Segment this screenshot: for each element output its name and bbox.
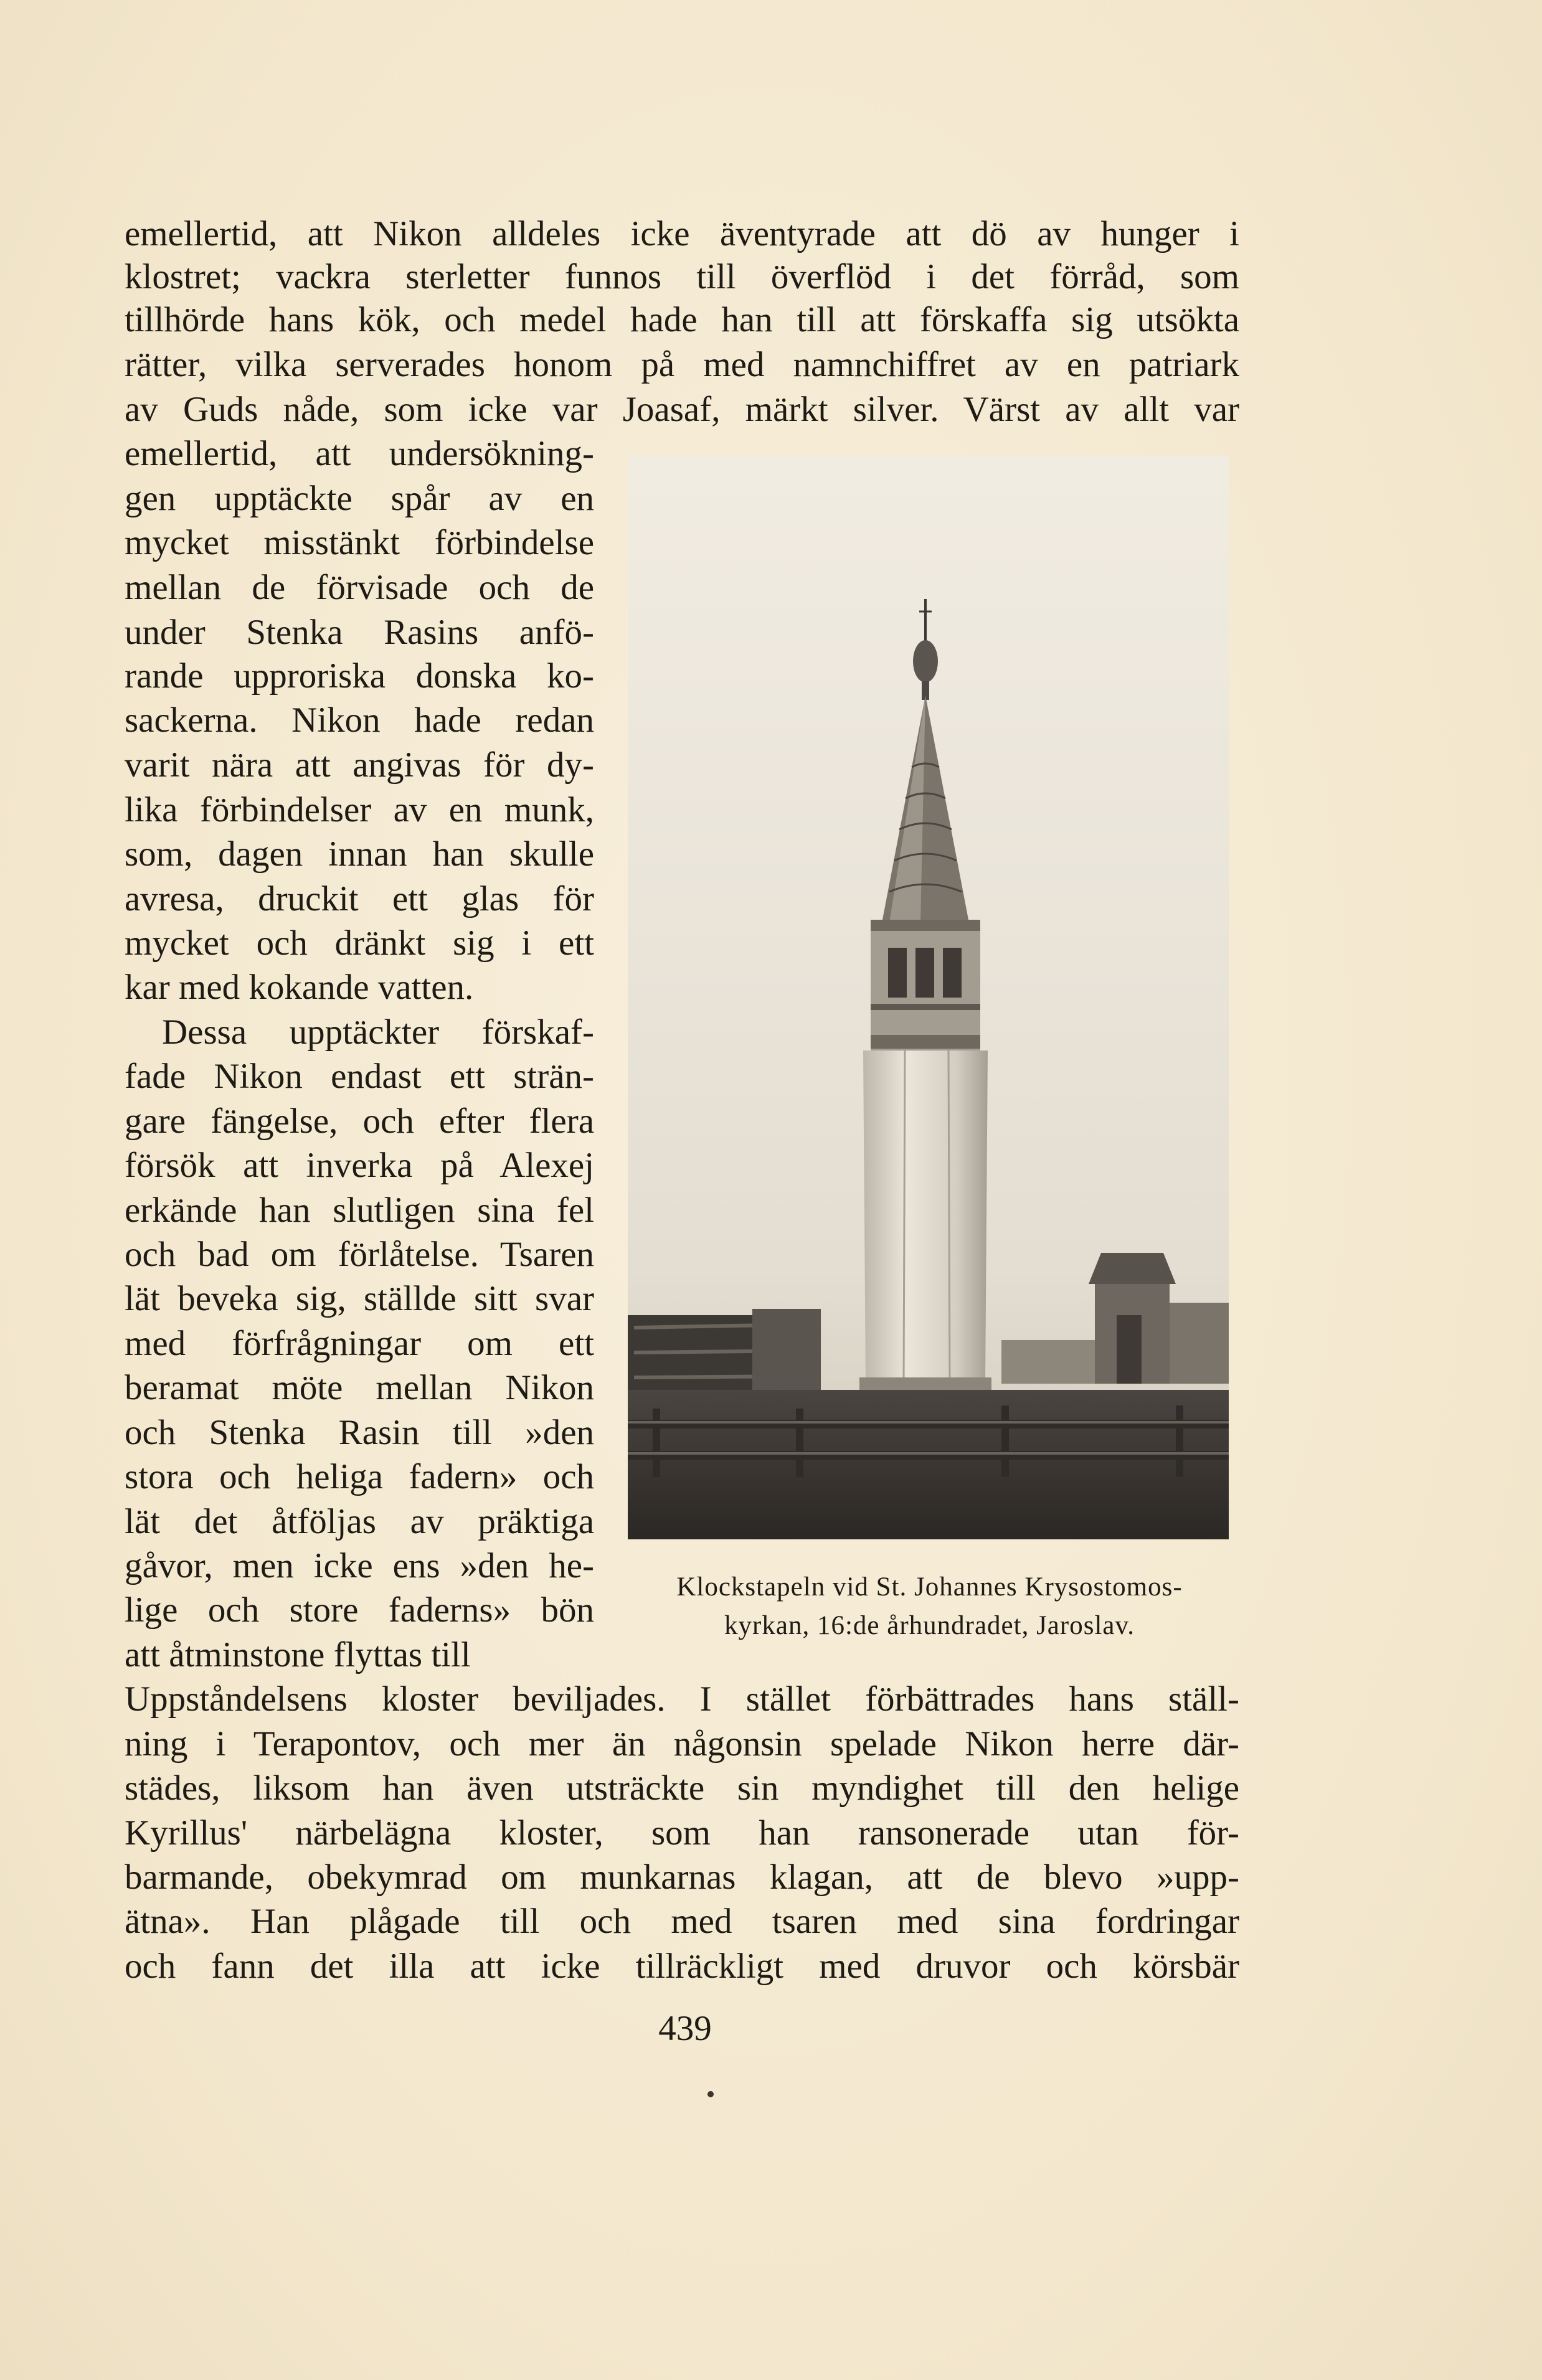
text-line: beramat möte mellan Nikon <box>125 1368 594 1407</box>
text-line: och bad om förlåtelse. Tsaren <box>125 1235 594 1274</box>
text-line: rande upproriska donska ko- <box>125 656 594 696</box>
text-line: fade Nikon endast ett strän- <box>125 1057 594 1096</box>
text-line: varit nära att angivas för dy- <box>125 745 594 785</box>
ground <box>628 1390 1229 1539</box>
text-line: emellertid, att Nikon alldeles icke äventyrade att dö av hunger i <box>125 214 1239 253</box>
figure-caption: kyrkan, 16:de århundradet, Jaroslav. <box>724 1611 1135 1640</box>
text-line: av Guds nåde, som icke var Joasaf, märkt silver. Värst av allt var <box>125 390 1239 429</box>
onion-dome <box>913 640 938 682</box>
figure-caption: Klockstapeln vid St. Johannes Krysostomos- <box>676 1572 1183 1602</box>
text-line: lät det åtföljas av präktiga <box>125 1502 594 1541</box>
text-line: mellan de förvisade och de <box>125 568 594 607</box>
text-line: emellertid, att undersökning- <box>125 434 594 473</box>
bell-tower-photo <box>628 456 1229 1539</box>
text-line: gare fängelse, och efter flera <box>125 1102 594 1141</box>
text-line: lika förbindelser av en munk, <box>125 790 594 829</box>
text-line: att åtminstone flyttas till <box>125 1635 471 1674</box>
text-line: stora och heliga fadern» och <box>125 1457 594 1496</box>
text-line: mycket misstänkt förbindelse <box>125 523 594 562</box>
text-line: barmande, obekymrad om munkarnas klagan, att de blevo »upp- <box>125 1858 1239 1897</box>
text-line: försök att inverka på Alexej <box>125 1146 594 1185</box>
text-line: Dessa upptäckter förskaf- <box>162 1013 594 1052</box>
text-line: mycket och dränkt sig i ett <box>125 923 594 963</box>
tower-shaft <box>863 1051 988 1384</box>
page-number: 439 <box>658 2009 712 2048</box>
text-line: erkände han slutligen sina fel <box>125 1191 594 1230</box>
text-line: klostret; vackra sterletter funnos till överflöd i det förråd, som <box>125 257 1239 296</box>
text-line: ning i Terapontov, och mer än någonsin spelade Nikon herre där- <box>125 1724 1239 1764</box>
text-line: gåvor, men icke ens »den he- <box>125 1546 594 1585</box>
text-line: ätna». Han plågade till och med tsaren med sina fordringar <box>125 1902 1239 1941</box>
text-line: med förfrågningar om ett <box>125 1324 594 1363</box>
print-dot <box>707 2091 714 2097</box>
text-line: och Stenka Rasin till »den <box>125 1413 594 1452</box>
text-line: avresa, druckit ett glas för <box>125 879 594 918</box>
text-line: kar med kokande vatten. <box>125 968 474 1007</box>
text-line: lige och store faderns» bön <box>125 1590 594 1630</box>
text-line: Uppståndelsens kloster beviljades. I stället förbättrades hans ställ- <box>125 1679 1239 1719</box>
text-line: gen upptäckte spår av en <box>125 479 594 518</box>
text-line: och fann det illa att icke tillräckligt med druvor och körsbär <box>125 1947 1239 1986</box>
text-line: sackerna. Nikon hade redan <box>125 701 594 740</box>
text-line: lät beveka sig, ställde sitt svar <box>125 1279 594 1318</box>
chapel-roof <box>1089 1253 1176 1284</box>
text-line: som, dagen innan han skulle <box>125 834 594 874</box>
text-line: under Stenka Rasins anfö- <box>125 613 594 652</box>
text-line: städes, liksom han även utsträckte sin myndighet till den helige <box>125 1768 1239 1808</box>
text-line: Kyrillus' närbelägna kloster, som han ransonerade utan för- <box>125 1813 1239 1853</box>
text-line: tillhörde hans kök, och medel hade han till att förskaffa sig utsökta <box>125 300 1239 339</box>
text-line: rätter, vilka serverades honom på med namnchiffret av en patriark <box>125 345 1239 384</box>
